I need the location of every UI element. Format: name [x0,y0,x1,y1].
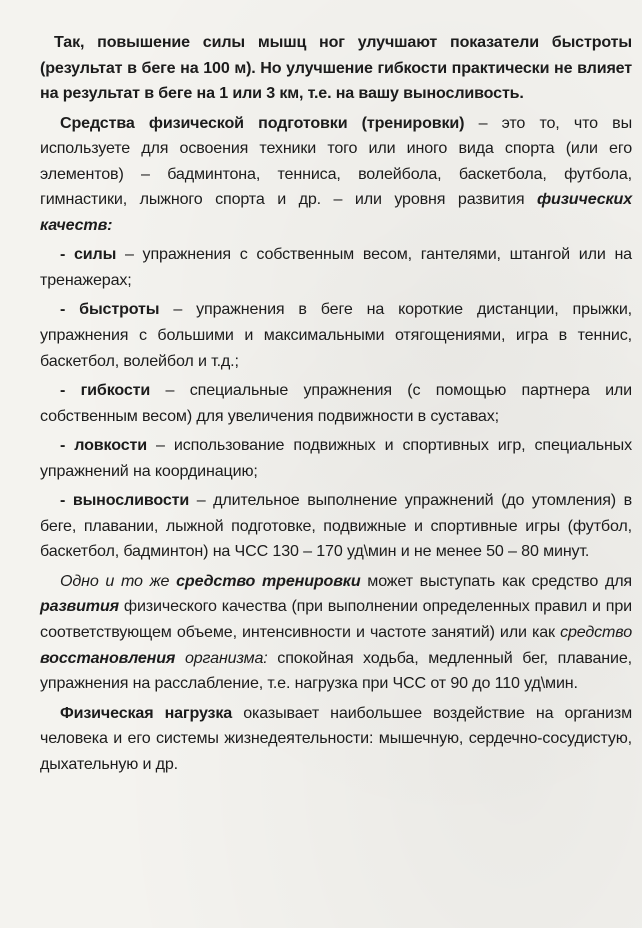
dual-use-s6: средство [560,623,632,642]
dual-use-s3: может выступать как средство для [360,571,632,590]
list-item-agility [40,433,632,484]
dual-use-s10: организма: [184,648,268,667]
term-development: развития [40,597,119,616]
paragraph-physical-load [40,701,632,778]
term-agility: - ловкости [60,436,147,455]
list-item-flexibility [40,378,632,429]
term-endurance: - выносливости [60,491,190,510]
list-item-speed [40,297,632,374]
strength-text: – упражнения с собственным весом, гантелями, штангой или на тренажерах; [40,245,632,289]
dual-use-s5: физического качества (при выполнении определенных правил и при соответствующем объеме, интенсивности и частоте занятий) или как [40,597,632,642]
paragraph-training-means [40,111,632,239]
dual-use-s9 [175,649,185,667]
list-item-strength [40,242,632,293]
term-physical-qualities: физических качеств: [40,190,632,234]
list-item-endurance [40,488,632,565]
paragraph-training-dual-use [40,569,632,697]
term-strength: - силы [60,245,117,264]
term-flexibility: - гибкости [60,381,151,400]
term-training-means-2: средство тренировки [176,571,361,590]
speed-text: – упражнения в беге на короткие дистанции, прыжки, упражнения с большими и максимальными отягощениями, игра в теннис, баскетбол, волейбол и т.д.; [40,300,632,370]
physical-load-text: оказывает наибольшее воздействие на организм человека и его системы жизнедеятельности: мышечную, сердечно-сосудистую, дыхательную и др. [40,703,633,773]
flexibility-text: – специальные упражнения (с помощью партнера или собственным весом) для увеличения подвижности в суставах; [40,381,632,425]
dual-use-s1: Одно и то же [60,571,177,590]
agility-text: – использование подвижных и спортивных игр, специальных упражнений на координацию; [40,436,632,480]
training-means-text: – это то, что вы используете для освоения техники того или иного вида спорта (или его элементов) – бадминтона, тенниса, волейбола, баскетбола, футбола, гимнастики, лыжного спорта и др. – или уровня развития [40,113,633,209]
term-training-means: Средства физической подготовки (тренировки) [60,113,465,132]
term-physical-load: Физическая нагрузка [60,703,233,722]
term-speed: - быстроты [60,300,160,319]
paragraph-intro: Так, повышение силы мышц ног улучшают показатели быстроты (результат в беге на 100 м). Но улучшение гибкости практически не влияет на результат в беге на 1 или 3 км, т.е. на вашу выносливость. [40,33,632,103]
term-recovery: восстановления [40,648,176,667]
endurance-text: – длительное выполнение упражнений (до утомления) в беге, плавании, лыжной подготовке, подвижные и спортивные игры (футбол, баскетбол, бадминтон) на ЧСС 130 – 170 уд\мин и не менее 50 – 80 минут. [40,491,632,561]
dual-use-s11: спокойная ходьба, медленный бег, плавание, упражнения на расслабление, т.е. нагрузка при ЧСС от 90 до 110 уд\мин. [40,648,633,693]
